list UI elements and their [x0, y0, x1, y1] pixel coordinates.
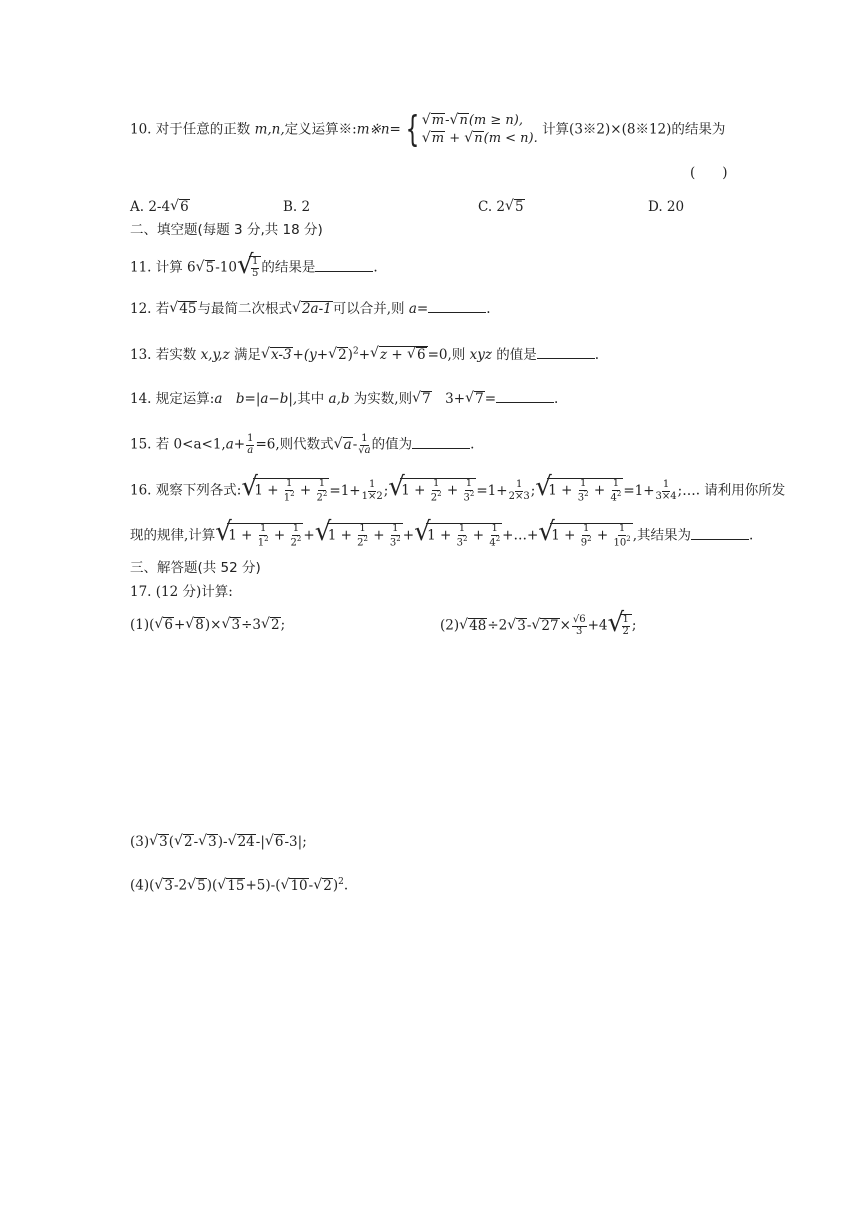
question-16-line-2: 现的规律,计算√ 1 + $\frac{1}{1^2}$ + $\frac{1}{2^2}$ +√ 1 + $\frac{1}{2^2}$ + $\frac{1}{3^2}$ +√ 1 + $\frac{1}{3^2}$ + $\frac{1}{4^2}$ +…+√ 1 + $\frac{1}{9^2}$ + $\frac{1}{10^2}$ ,其结果为 .: [130, 523, 753, 548]
q10-suffix: 计算(3※2)×(8※12)的结果为: [542, 121, 726, 138]
q16-sum-term: √ 1 + $\frac{1}{3^2}$ + $\frac{1}{4^2}$: [414, 528, 502, 544]
q16-observation: √ 1 + $\frac{1}{2^2}$ + $\frac{1}{3^2}$ =1+ $\frac{1}{2\times 3}$ ;: [388, 483, 535, 499]
q17-part-3: (3)√ 3(√ 2-√ 3)-√ 24-|√ 6-3|;: [130, 834, 307, 851]
q17-heading: 17. (12 分)计算:: [130, 584, 233, 600]
q10-piecewise: [401, 109, 538, 150]
q10-option-d[interactable]: D. 20: [648, 199, 685, 215]
q10-op: m※n=: [356, 121, 401, 138]
q17-part-4: (4)(√ 3-2√ 5)(√ 15+5)-(√ 10-√ 2)$^2$.: [130, 877, 348, 894]
q10-answer-paren: ( ): [690, 165, 728, 181]
q16-sum-term: √ 1 + $\frac{1}{1^2}$ + $\frac{1}{2^2}$: [215, 528, 303, 544]
section-3-heading: 三、解答题(共 52 分): [130, 560, 261, 576]
question-13: 13. 若实数 x,y,z 满足√ x-3+(y+√ 2)$^2$+√ z + √ 6 =0,则 xyz 的值是 .: [130, 346, 599, 364]
q10-vars: m,n,: [254, 121, 285, 138]
q17-part-2: (2)√ 48÷2√ 3-√ 27× $\frac{√6}{3}$ +4 √ $\frac{1}{2}$ ;: [440, 614, 636, 637]
question-11: 11. 计算 6√ 5-10 √ $\frac{1}{5}$ 的结果是 .: [130, 256, 378, 279]
q14-answer-blank[interactable]: [496, 391, 554, 403]
q10-prefix: 10. 对于任意的正数: [130, 121, 251, 138]
q10-option-a[interactable]: A. 2-4√ 6: [130, 199, 190, 216]
q16-observation: √ 1 + $\frac{1}{1^2}$ + $\frac{1}{2^2}$ =1+ $\frac{1}{1\times 2}$ ;: [241, 483, 388, 499]
q11-answer-blank[interactable]: [315, 260, 373, 272]
q16-answer-blank[interactable]: [691, 528, 749, 540]
q16-observation: √ 1 + $\frac{1}{3^2}$ + $\frac{1}{4^2}$ =1+ $\frac{1}{3\times 4}$ ;…: [535, 483, 695, 499]
q16-sum-term: √ 1 + $\frac{1}{2^2}$ + $\frac{1}{3^2}$: [315, 528, 403, 544]
q10-case-1: √ m-√ n(m ≥ n),: [422, 112, 538, 130]
question-15: 15. 若 0<a<1,a+ $\frac{1}{a}$ =6,则代数式√ a- $\frac{1}{√a}$ 的值为 .: [130, 434, 474, 456]
q10-option-c[interactable]: C. 2√ 5: [478, 199, 525, 216]
question-16-line-1: 16. 观察下列各式:√ 1 + $\frac{1}{1^2}$ + $\frac{1}{2^2}$ =1+ $\frac{1}{1\times 2}$ ;√ 1 + $\frac{1}{2^2}$ + $\frac{1}{3^2}$ =1+ $\frac{1}{2\times 3}$ ;√ 1 + $\frac{1}{3^2}$ + $\frac{1}{4^2}$ =1+ $\frac{1}{3\times 4}$ ;…. 请利用你所发: [130, 478, 785, 503]
q12-answer-blank[interactable]: [428, 301, 486, 313]
section-2-heading: 二、填空题(每题 3 分,共 18 分): [130, 222, 323, 238]
question-14: 14. 规定运算:a b=|a−b|,其中 a,b 为实数,则√ 7 3+√ 7= .: [130, 391, 558, 408]
q16-sum-expression: √ 1 + $\frac{1}{1^2}$ + $\frac{1}{2^2}$ +√ 1 + $\frac{1}{2^2}$ + $\frac{1}{3^2}$ +√ 1 + $\frac{1}{3^2}$ + $\frac{1}{4^2}$ +…+√ 1 + $\frac{1}{9^2}$ + $\frac{1}{10^2}$: [215, 528, 632, 544]
q13-answer-blank[interactable]: [537, 347, 595, 359]
question-10: [130, 109, 726, 150]
q10-def-label: 定义运算※:: [284, 121, 357, 138]
q10-cases: [422, 112, 538, 147]
q16-sum-term: √ 1 + $\frac{1}{9^2}$ + $\frac{1}{10^2}$: [538, 528, 632, 544]
q10-option-b[interactable]: B. 2: [283, 199, 311, 215]
q10-case-2: √ m + √ n(m < n).: [422, 130, 538, 148]
q15-answer-blank[interactable]: [412, 437, 470, 449]
question-12: 12. 若√ 45与最简二次根式√ 2a-1可以合并,则 a= .: [130, 301, 491, 318]
left-brace-icon: {: [405, 109, 420, 150]
q17-part-1: (1)(√ 6+√ 8)×√ 3÷3√ 2;: [130, 617, 285, 634]
